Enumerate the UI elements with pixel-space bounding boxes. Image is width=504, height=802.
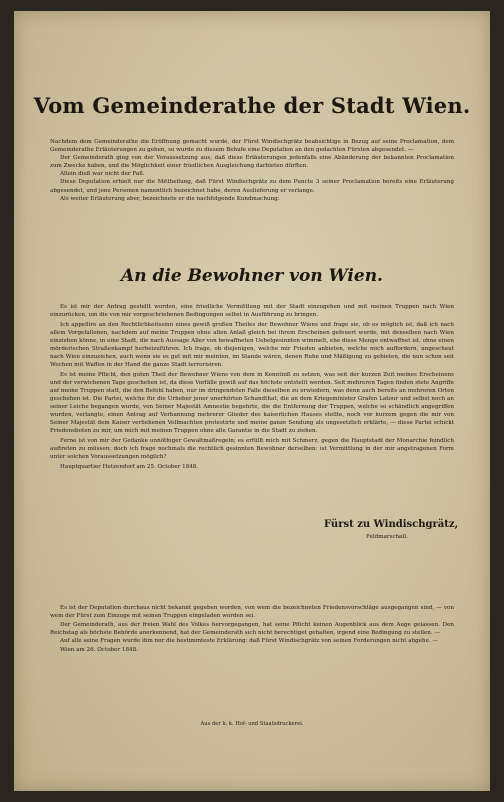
proclamation-heading: An die Bewohner von Wien. xyxy=(121,266,383,286)
proclamation-body xyxy=(50,303,454,472)
printer-imprint: Aus der k. k. Hof- und Staatsdruckerei. xyxy=(200,721,304,727)
intro-paragraph: Als weiter Erläuterung aber, bezeichnete er die nachfolgende Kundmachung: xyxy=(60,195,280,202)
closing-section xyxy=(50,604,454,655)
intro-section xyxy=(50,138,454,203)
proclamation-paragraph: Ferne ist von mir der Gedanke unnöthiger Gewaltmaßregeln; es erfüllt mich mit Schmerz, gegen die Hauptstadt der Monarchie feindlich auftreten zu müssen; doch ich frage nochmals die rechtlich gesinnten Bewohner derselben: ist Vermittlung in der mir angetragenen Form unter solchen Voraussetzungen möglich? xyxy=(50,438,454,461)
proclamation-sheet xyxy=(14,11,490,791)
document-title: Vom Gemeinderathe der Stadt Wien. xyxy=(33,93,471,118)
intro-paragraph: Diese Deputation erhielt nur die Mittheilung, daß Fürst Windischgrätz zu dem Puncte 3 seiner Proclamation bereits eine Erläuterung abgesendet, und jene Personen namentlich bezeichnet habe, deren Auslieferung er verlange. xyxy=(50,179,454,194)
proclamation-paragraph: Es ist meine Pflicht, den guten Theil der Bewohner Wiens von dem in Kenntniß zu setzen, was seit der kurzen Zeit meines Erscheinens und der verwichenen Tage geschehen ist, da diese Vorfälle gewiß auf das höchste entstellt werden. Seit mehreren Tagen finden stete Angriffe auf meine Truppen statt, die den Befehl haben, nur im dringendsten Falle dieselben zu erwiedern, was denn auch bereits an mehreren Orten geschehen ist. Die Partei, welche für die Urheber jener unerhörten Schandthat, die an dem Kriegsminister Grafen Latour und selbst noch an seiner Leiche begangen wurde, von Seiner Majestät Amnestie begehrte, die die Entfernung der Truppen, welche so schändlich angegriffen wurden, verlangte, einen Antrag auf Verbannung mehrerer Glieder des kaiserlichen Hauses stellte, noch vor kurzem gegen die mir von Seiner Majestät dem Kaiser verliehenen Vollmachten protestirte und meine ganze Sendung als ungesetzlich erklärte, — diese Partei schickt Friedensboten zu mir, um mich mit meinen Truppen ohne alle Garantie in die Stadt zu ziehen. xyxy=(50,371,454,435)
closing-dateline: Wien am 26. October 1848. xyxy=(60,646,138,653)
closing-paragraph: Der Gemeinderath, aus der freien Wahl des Volkes hervorgegangen, hat seine Pflicht keinen Augenblick aus dem Auge gelassen. Den Reichstag als höchste Behörde anerkennend, hat der Gemeinderath sich nicht berechtiget gehalten, irgend eine Bedingung zu stellen. — xyxy=(50,621,454,636)
signature: Fürst zu Windischgrätz, xyxy=(324,519,459,530)
intro-paragraph: Der Gemeinderath ging von der Voraussetzung aus, daß diese Erläuterungen jedenfalls eine Abänderung der bekannten Proclamation zum Zwecke haben, und die Möglichkeit einer friedlichen Ausgleichung darbieten dürften. xyxy=(50,155,454,170)
signature-title: Feldmarschall. xyxy=(366,534,408,540)
dateline: Hauptquartier Hetzendorf am 25. October 1848. xyxy=(60,463,199,470)
closing-paragraph: Auf alle seine Fragen wurde ihm nur die bestimmteste Erklärung: daß Fürst Windischgrätz von seinen Forderungen nicht abgehe. — xyxy=(60,638,439,645)
closing-paragraph: Es ist der Deputation durchaus nicht bekannt gegeben worden, von wem die bezeichneten Friedensvorschläge ausgegangen sind, — von wem der Fürst zum Einzuge mit seinen Truppen eingeladen worden sei. xyxy=(50,605,454,620)
intro-paragraph: Nachdem dem Gemeinderathe die Eröffnung gemacht wurde, der Fürst Windischgrätz beabsichtige in Bezug auf seine Proclamation, dem Gemeinderathe Erläuterungen zu geben, so wurde zu diesem Behufe eine Deputation an den gedachten Fürsten abgesendet. — xyxy=(50,139,454,154)
proclamation-paragraph: Es ist mir der Antrag gestellt worden, eine friedliche Vermittlung mit der Stadt einzugehen und mit meinen Truppen nach Wien einzurücken, um die von mir vorgeschriebenen Bedingungen selbst in Ausführung zu bringen. xyxy=(50,304,454,319)
intro-paragraph: Allein dieß war nicht der Fall. xyxy=(60,171,145,178)
proclamation-paragraph: Ich appellire an den Rechtlichkeitssinn eines gewiß großen Theiles der Bewohner Wiens und frage sie, ob es möglich ist, daß ich nach allem Vorgefallenen, nachdem auf meine Truppen ohne allen Anlaß gleich bei ihrem Erscheinen gefeuert wurde, mit denselben nach Wien einziehen könne, in eine Stadt, die nach Aussage Aller von bewaffneten Uebelgesinnten wimmelt, ehe diese Menge entwaffnet ist, ohne einen mörderischen Straßenkampf herbeizuführen. Ich frage, ob diejenigen, welche mir Frieden anbieten, welche mich auffordern, ungescheut nach Wien einzuziehen, auch wenn sie es gut mit mir meinten, im Stande wären, denen Ruhe und Mäßigung zu gebieten, die nun schon seit Wochen mit Waffen in der Hand die ganze Stadt terrorisiren. xyxy=(50,321,454,369)
